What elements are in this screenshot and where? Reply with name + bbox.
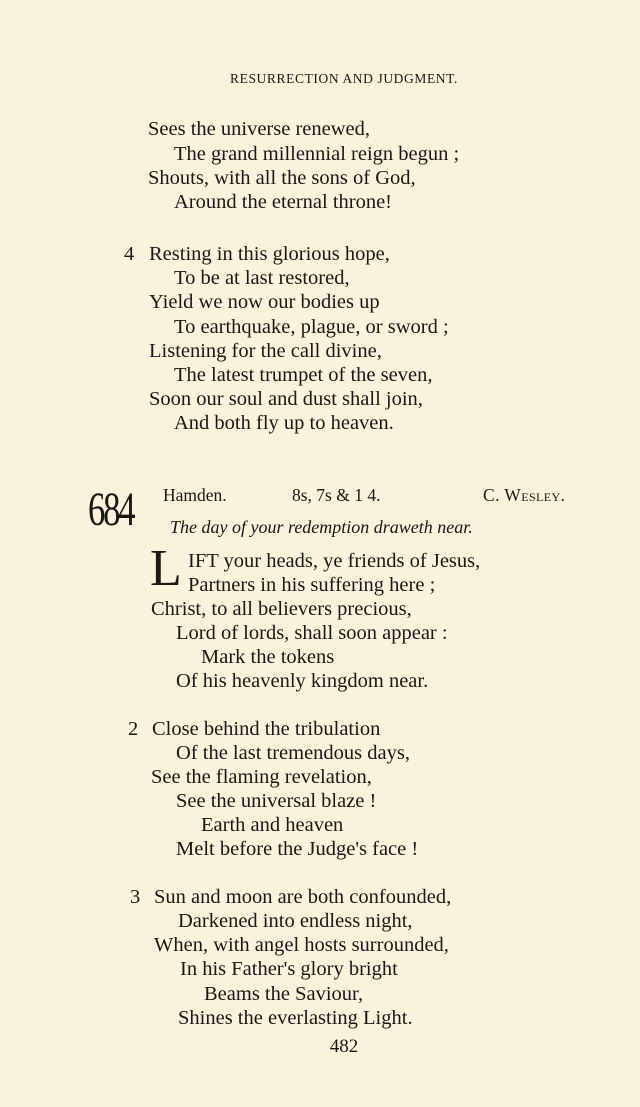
meter: 8s, 7s & 1 4.: [292, 485, 381, 505]
epigraph: The day of your redemption draweth near.: [170, 517, 473, 537]
stanza-line: Melt before the Judge's face !: [176, 838, 419, 860]
stanza-line: When, with angel hosts surrounded,: [154, 934, 449, 956]
stanza-line: Listening for the call divine,: [149, 340, 382, 362]
stanza-line: Of the last tremendous days,: [176, 742, 410, 764]
stanza-line: Shines the everlasting Light.: [178, 1007, 413, 1029]
stanza-line: Sees the universe renewed,: [148, 118, 370, 140]
page-number: 482: [329, 1036, 359, 1057]
stanza-line: Soon our soul and dust shall join,: [149, 388, 423, 410]
verse-number: 4: [124, 243, 135, 265]
stanza-line: To earthquake, plague, or sword ;: [174, 316, 449, 338]
stanza-line: The grand millennial reign begun ;: [174, 143, 460, 165]
hymn-number: 684: [88, 483, 134, 536]
stanza-line: In his Father's glory bright: [180, 958, 398, 980]
stanza-line: Close behind the tribulation: [152, 718, 381, 740]
stanza-line: The latest trumpet of the seven,: [174, 364, 433, 386]
stanza-line: See the flaming revelation,: [151, 766, 372, 788]
stanza-line: Darkened into endless night,: [178, 910, 413, 932]
stanza-line: IFT your heads, ye friends of Jesus,: [188, 550, 481, 572]
stanza-line: Shouts, with all the sons of God,: [148, 167, 416, 189]
stanza-line: And both fly up to heaven.: [174, 412, 394, 434]
stanza-line: To be at last restored,: [174, 267, 350, 289]
stanza-line: Resting in this glorious hope,: [149, 243, 390, 265]
stanza-line: Yield we now our bodies up: [149, 291, 380, 313]
stanza-line: Beams the Saviour,: [204, 983, 364, 1005]
stanza-line: Of his heavenly kingdom near.: [176, 670, 429, 692]
stanza-line: See the universal blaze !: [176, 790, 377, 812]
tune-name: Hamden.: [163, 485, 227, 505]
verse-number: 3: [130, 886, 141, 908]
stanza-line: Lord of lords, shall soon appear :: [176, 622, 448, 644]
stanza-line: Earth and heaven: [201, 814, 344, 836]
stanza-line: Mark the tokens: [201, 646, 335, 668]
stanza-line: Partners in his suffering here ;: [188, 574, 436, 596]
verse-number: 2: [128, 718, 139, 740]
drop-cap: L: [150, 540, 182, 597]
stanza-line: Christ, to all believers precious,: [151, 598, 412, 620]
author: C. Wesley.: [483, 485, 566, 505]
running-head: RESURRECTION AND JUDGMENT.: [230, 71, 458, 86]
stanza-line: Sun and moon are both confounded,: [154, 886, 452, 908]
stanza-line: Around the eternal throne!: [174, 191, 393, 213]
